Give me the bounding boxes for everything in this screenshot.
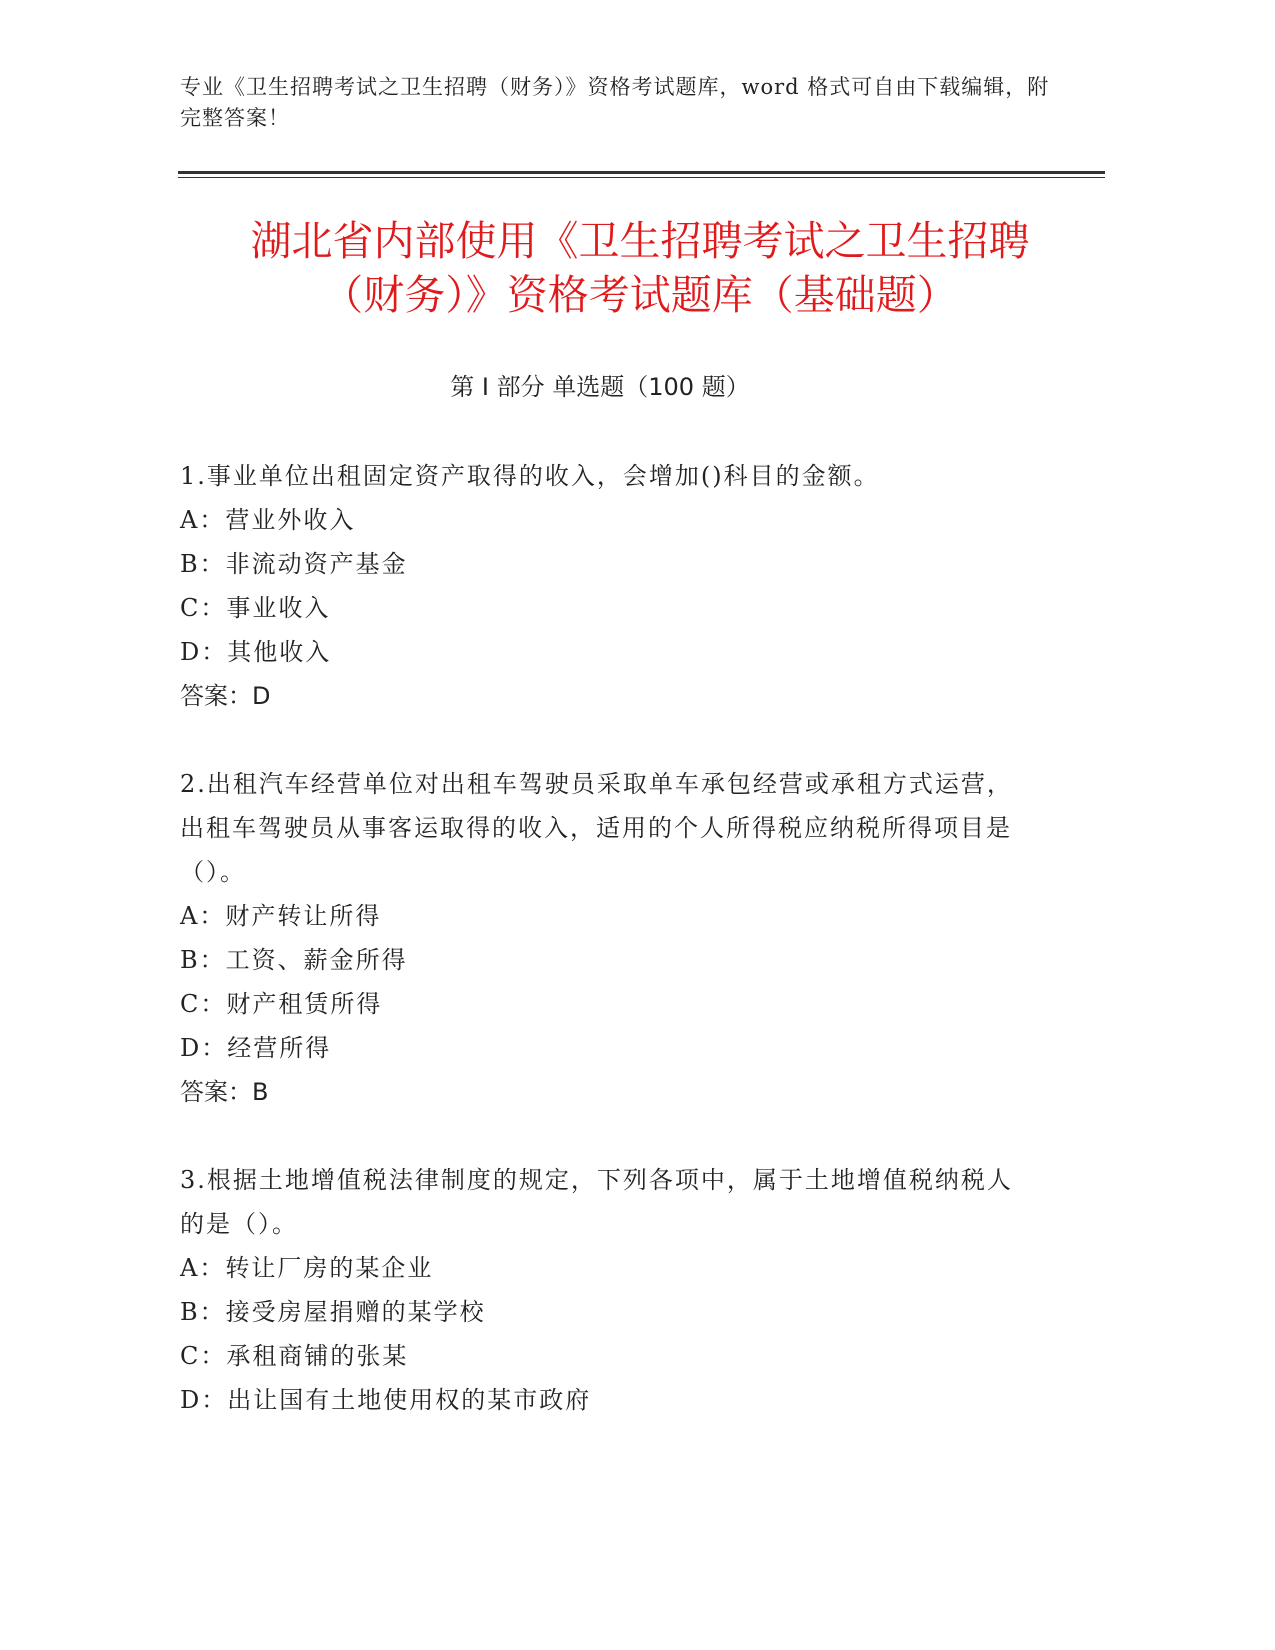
question-list [180, 454, 1030, 1466]
header-divider-thin [178, 177, 1105, 178]
question-stem: 1.事业单位出租固定资产取得的收入，会增加()科目的金额。 [180, 462, 880, 490]
document-title [160, 214, 1120, 322]
document-title-line-1: 湖北省内部使用《卫生招聘考试之卫生招聘 [250, 217, 1030, 265]
question-stem: 2.出租汽车经营单位对出租车驾驶员采取单车承包经营或承租方式运营，出租车驾驶员从事客运取得的收入，适用的个人所得税应纳税所得项目是（）。 [180, 770, 1013, 886]
document-title-line-2: （财务）》资格考试题库（基础题） [322, 271, 958, 319]
option-b: B：非流动资产基金 [180, 550, 408, 578]
option-d: D：出让国有土地使用权的某市政府 [180, 1386, 592, 1414]
option-d: D：其他收入 [180, 638, 332, 666]
option-b: B：接受房屋捐赠的某学校 [180, 1298, 486, 1326]
question-2 [180, 762, 1030, 1114]
section-heading: 第 I 部分 单选题（100 题） [450, 373, 750, 401]
option-a: A：转让厂房的某企业 [180, 1254, 434, 1282]
answer-label: 答案：D [180, 682, 271, 710]
option-b: B：工资、薪金所得 [180, 946, 408, 974]
question-3 [180, 1158, 1030, 1422]
header-divider-thick [178, 171, 1105, 174]
option-a: A：财产转让所得 [180, 902, 382, 930]
question-stem: 3.根据土地增值税法律制度的规定，下列各项中，属于土地增值税纳税人的是（）。 [180, 1166, 1013, 1238]
answer-label: 答案：B [180, 1078, 269, 1106]
question-1 [180, 454, 1030, 718]
option-c: C：财产租赁所得 [180, 990, 383, 1018]
header-note: 专业《卫生招聘考试之卫生招聘（财务）》资格考试题库，word 格式可自由下载编辑，附完整答案！ [180, 75, 1050, 130]
option-c: C：事业收入 [180, 594, 331, 622]
option-a: A：营业外收入 [180, 506, 356, 534]
option-d: D：经营所得 [180, 1034, 332, 1062]
option-c: C：承租商铺的张某 [180, 1342, 409, 1370]
